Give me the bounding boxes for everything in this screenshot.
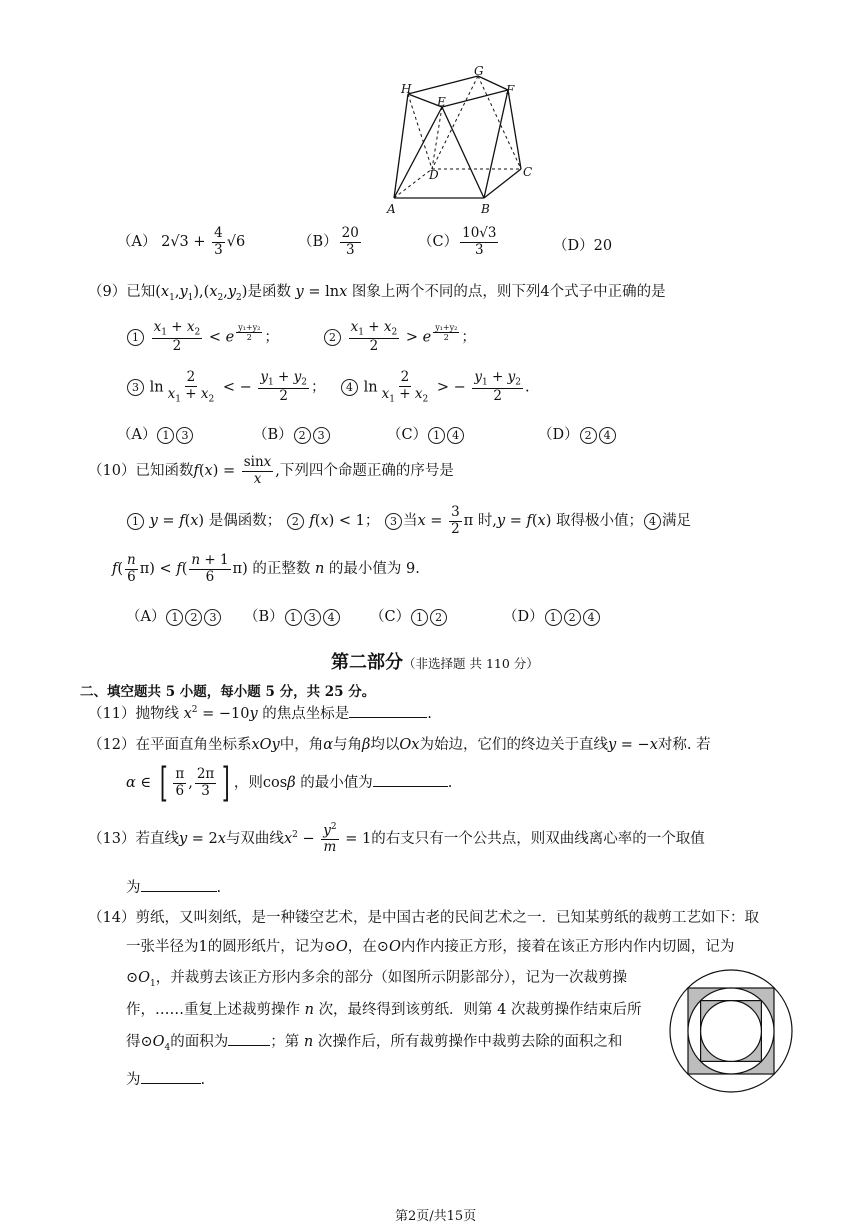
q14-answer-blank-1 (228, 1031, 270, 1047)
q10-option-b: （B） 1 3 4 (244, 605, 341, 626)
polyhedron-figure (380, 62, 540, 217)
q8-option-a: （A） 2√3 + $\frac{4}{3}$ √6 (117, 225, 246, 258)
q9-option-a: （A） 1 3 (117, 423, 194, 444)
q14-line1: （14）剪纸，又叫刻纸，是一种镂空艺术，是中国古老的民间艺术之一．已知某剪纸的裁剪工艺如下：取 (88, 910, 759, 926)
q8-options (117, 226, 245, 258)
label-C: C (523, 165, 533, 179)
label-F: F (506, 83, 515, 97)
q8-option-d: （D）20 (553, 238, 613, 254)
q13-line2: 为 . (126, 876, 221, 897)
q12-line1: （12）在平面直角坐标系xOy中，角α与角β均以Ox为始边，它们的终边关于直线y = −x对称. 若 (88, 737, 711, 753)
section-heading: 二、填空题共 5 小题，每小题 5 分，共 25 分。 (80, 684, 376, 700)
q10-statement-4: f( $\frac{n}{6}$ π) < f( $\frac{n + 1}{6}$ π) 的正整数 n 的最小值为 9. (112, 552, 420, 585)
q14-line3: $⊙O_1$，并裁剪去该正方形内多余的部分（如图所示阴影部分），记为一次裁剪操 (126, 970, 628, 989)
q13-answer-blank (141, 877, 217, 893)
q12-answer-blank (373, 772, 448, 788)
q8-option-b: （B） $\frac{20}{3}$ (298, 225, 359, 258)
label-E: E (437, 95, 446, 109)
papercut-figure (668, 968, 794, 1094)
q11-answer-blank (349, 703, 427, 719)
q9-stem: （9）已知$(x_1,y_1),(x_2,y_2)$是函数 y = lnx 图象上两个不同的点，则下列4个式子中正确的是 (88, 284, 666, 303)
q9-option-c: （C） 1 4 (387, 423, 465, 444)
label-G: G (474, 64, 484, 78)
q13-line1: （13）若直线y = 2x与双曲线$x^2$ − $\frac{y^2}{m}$ = 1的右支只有一个公共点，则双曲线离心率的一个取值 (88, 822, 705, 856)
part2-heading (331, 648, 539, 674)
q14-line6: 为 . (126, 1068, 205, 1089)
q14-line2: 一张半径为1的圆形纸片，记为⊙O，在⊙O内作内接正方形，接着在该正方形内作内切圆，记为 (126, 939, 735, 955)
q14-answer-blank-2 (141, 1069, 201, 1085)
q9-option-b: （B） 2 3 (253, 423, 331, 444)
label-B: B (481, 202, 490, 216)
label-D: D (429, 168, 439, 182)
page-footer: 第2页/共15页 (395, 1209, 477, 1224)
q14-line5: 得$⊙O_4$的面积为 ；第 n 次操作后，所有裁剪操作中裁剪去除的面积之和 (126, 1030, 622, 1053)
part2-subtitle: （非选择题 共 110 分） (403, 656, 539, 671)
q9-statement-4: 4 ln $\frac{2}{x_1 + x_2}$ > − $\frac{y_1 + y_2}{2}$ . (340, 370, 530, 405)
q9-option-d: （D） 2 4 (538, 423, 617, 444)
q9-statement-2: 2 $\frac{x_1 + x_2}{2}$ > e $^{\frac{\text{y₁+y₂}}{2}}$ ； (323, 320, 476, 355)
q10-option-c: （C） 1 2 (370, 605, 448, 626)
q12-line2: α ∈ [ $\frac{\pi}{6}$ , $\frac{2\pi}{3}$ ] ，则cosβ 的最小值为 . (126, 760, 453, 806)
label-H: H (401, 82, 412, 96)
q10-stem: （10）已知函数f(x) = $\frac{\sin x}{x}$ ,下列四个命题正确的序号是 (88, 454, 454, 487)
q9-statement-3: 3 ln $\frac{2}{x_1 + x_2}$ < − $\frac{y_1 + y_2}{2}$ ； (126, 370, 326, 405)
q9-statement-1: 1 $\frac{x_1 + x_2}{2}$ < e $^{\frac{\text{y₁+y₂}}{2}}$ ； (126, 320, 279, 355)
q11: （11）抛物线 $x^2 = -10y$ 的焦点坐标是 . (88, 702, 432, 723)
q10-option-a: （A） 1 2 3 (126, 605, 222, 626)
q14-line4: 作，……重复上述裁剪操作 n 次，最终得到该剪纸．则第 4 次裁剪操作结束后所 (126, 1002, 642, 1018)
q10-option-d: （D） 1 2 4 (503, 605, 601, 626)
part2-title: 第二部分 (331, 652, 403, 673)
q10-statements: 1 y = f(x) 是偶函数； 2 f(x) < 1； 3 当x = $\frac{3}{2}$ π 时,y = f(x) 取得极小值； 4 满足 (126, 505, 691, 537)
label-A: A (387, 202, 396, 216)
q8-option-c: （C） $\frac{10√3}{3}$ (418, 225, 497, 258)
